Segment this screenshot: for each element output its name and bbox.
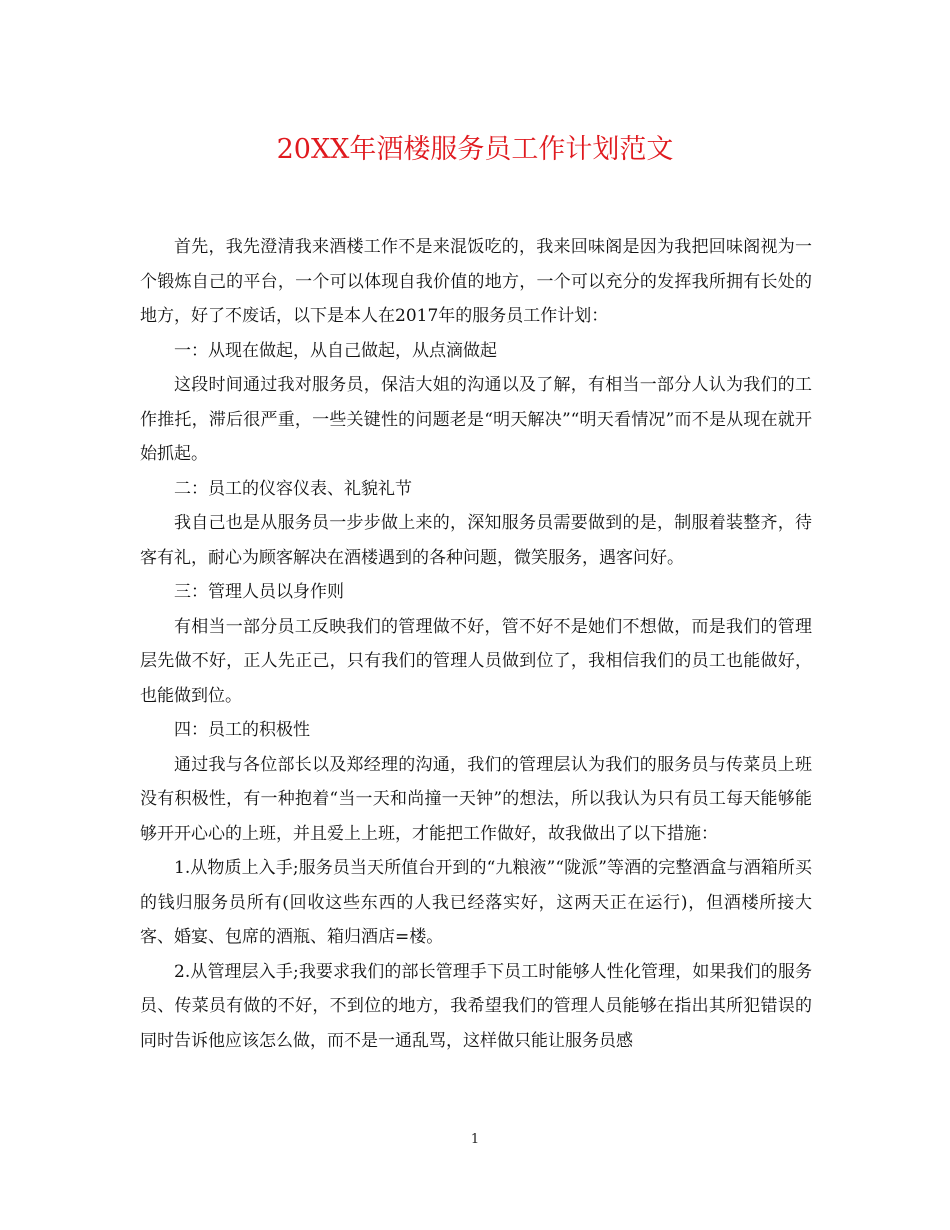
section-paragraph-4: 通过我与各位部长以及郑经理的沟通，我们的管理层认为我们的服务员与传菜员上班没有积极性，有一种抱着“当一天和尚撞一天钟”的想法，所以我认为只有员工每天能够能够开开心心的上班，并且爱上上班，才能把工作做好，故我做出了以下措施： <box>140 754 812 844</box>
document-body <box>140 230 812 1058</box>
section-heading-2: 二：员工的仪容仪表、礼貌礼节 <box>174 478 412 499</box>
section-heading-1: 一：从现在做起，从自己做起，从点滴做起 <box>174 340 497 361</box>
page-number: 1 <box>470 1132 480 1147</box>
measure-item-1: 1.从物质上入手;服务员当天所值台开到的“九粮液”“陇派”等酒的完整酒盒与酒箱所买的钱归服务员所有(回收这些东西的人我已经落实好，这两天正在运行)，但酒楼所接大客、婚宴、包席的酒瓶、箱归酒店=楼。 <box>140 858 812 947</box>
measure-item-2: 2.从管理层入手;我要求我们的部长管理手下员工时能够人性化管理，如果我们的服务员、传菜员有做的不好，不到位的地方，我希望我们的管理人员能够在指出其所犯错误的同时告诉他应该怎么做，而不是一通乱骂，这样做只能让服务员感 <box>140 961 812 1051</box>
intro-paragraph: 首先，我先澄清我来酒楼工作不是来混饭吃的，我来回味阁是因为我把回味阁视为一个锻炼自己的平台，一个可以体现自我价值的地方，一个可以充分的发挥我所拥有长处的地方，好了不废话，以下是本人在2017年的服务员工作计划： <box>140 237 812 326</box>
document-title: 20XX年酒楼服务员工作计划范文 <box>276 134 674 165</box>
section-heading-4: 四：员工的积极性 <box>174 720 310 740</box>
section-paragraph-3: 有相当一部分员工反映我们的管理做不好，管不好不是她们不想做，而是我们的管理层先做不好，正人先正己，只有我们的管理人员做到位了，我相信我们的员工也能做好，也能做到位。 <box>140 616 812 706</box>
section-paragraph-2: 我自己也是从服务员一步步做上来的，深知服务员需要做到的是，制服着装整齐，待客有礼，耐心为顾客解决在酒楼遇到的各种问题，微笑服务，遇客问好。 <box>140 513 812 568</box>
section-paragraph-1: 这段时间通过我对服务员，保洁大姐的沟通以及了解，有相当一部分人认为我们的工作推托，滞后很严重，一些关键性的问题老是“明天解决”“明天看情况”而不是从现在就开始抓起。 <box>140 375 812 464</box>
section-heading-3: 三：管理人员以身作则 <box>174 582 344 602</box>
